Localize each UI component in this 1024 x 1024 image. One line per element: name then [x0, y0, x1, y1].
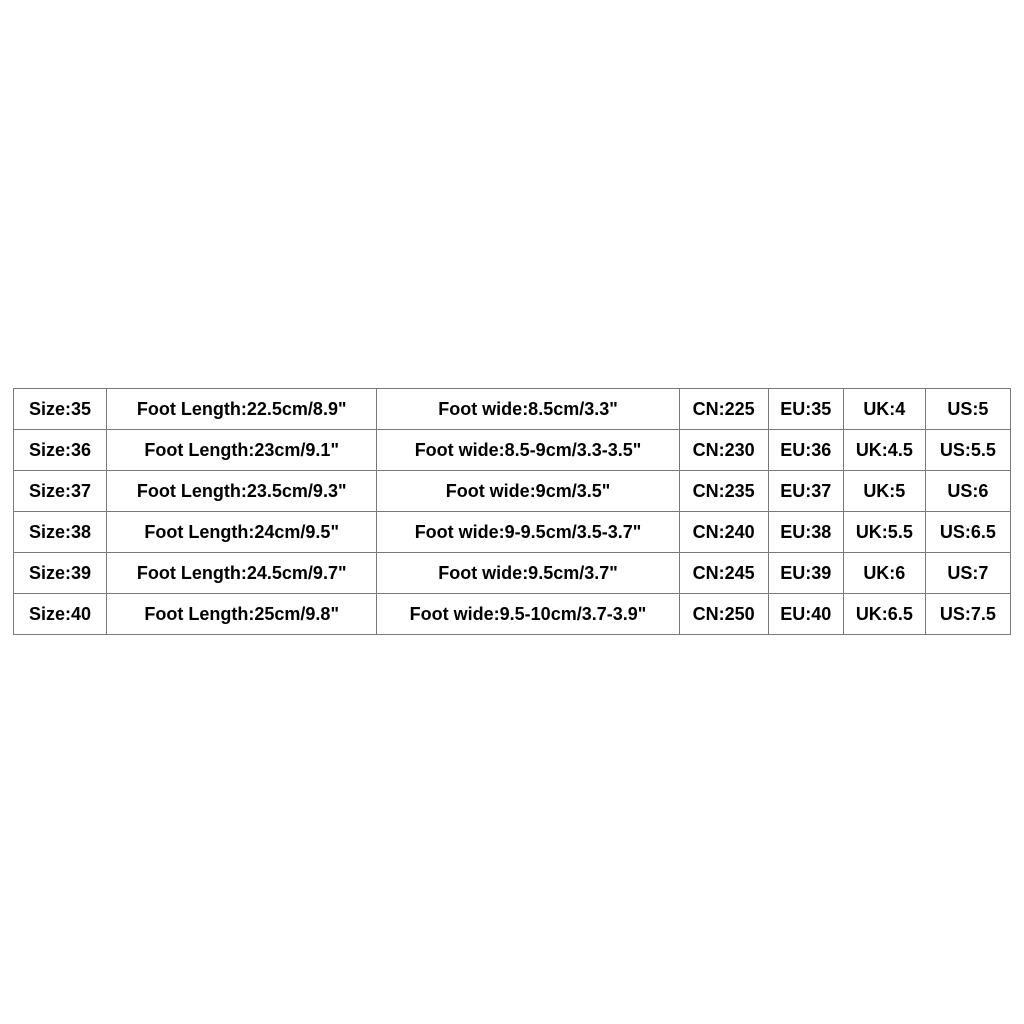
uk-size-cell: UK:5.5 — [843, 512, 925, 553]
cn-size-cell: CN:245 — [679, 553, 768, 594]
foot-length-cell: Foot Length:24cm/9.5" — [107, 512, 377, 553]
table-row — [14, 512, 1011, 553]
eu-size-cell: EU:37 — [768, 471, 843, 512]
us-size-cell: US:7.5 — [925, 594, 1010, 635]
size-cell: Size:35 — [14, 389, 107, 430]
uk-size-cell: UK:4.5 — [843, 430, 925, 471]
foot-length-cell: Foot Length:24.5cm/9.7" — [107, 553, 377, 594]
us-size-cell: US:5.5 — [925, 430, 1010, 471]
foot-length-cell: Foot Length:22.5cm/8.9" — [107, 389, 377, 430]
uk-size-cell: UK:4 — [843, 389, 925, 430]
eu-size-cell: EU:38 — [768, 512, 843, 553]
cn-size-cell: CN:230 — [679, 430, 768, 471]
size-cell: Size:39 — [14, 553, 107, 594]
cn-size-cell: CN:225 — [679, 389, 768, 430]
table-row — [14, 594, 1011, 635]
foot-wide-cell: Foot wide:9.5-10cm/3.7-3.9" — [377, 594, 679, 635]
eu-size-cell: EU:40 — [768, 594, 843, 635]
table-row — [14, 430, 1011, 471]
cn-size-cell: CN:240 — [679, 512, 768, 553]
table-row — [14, 389, 1011, 430]
us-size-cell: US:6.5 — [925, 512, 1010, 553]
foot-wide-cell: Foot wide:9cm/3.5" — [377, 471, 679, 512]
foot-length-cell: Foot Length:23cm/9.1" — [107, 430, 377, 471]
uk-size-cell: UK:6.5 — [843, 594, 925, 635]
uk-size-cell: UK:6 — [843, 553, 925, 594]
size-chart-table — [13, 388, 1011, 635]
eu-size-cell: EU:35 — [768, 389, 843, 430]
size-cell: Size:38 — [14, 512, 107, 553]
us-size-cell: US:5 — [925, 389, 1010, 430]
foot-length-cell: Foot Length:25cm/9.8" — [107, 594, 377, 635]
foot-wide-cell: Foot wide:8.5cm/3.3" — [377, 389, 679, 430]
eu-size-cell: EU:39 — [768, 553, 843, 594]
us-size-cell: US:6 — [925, 471, 1010, 512]
size-cell: Size:36 — [14, 430, 107, 471]
foot-wide-cell: Foot wide:9.5cm/3.7" — [377, 553, 679, 594]
foot-wide-cell: Foot wide:9-9.5cm/3.5-3.7" — [377, 512, 679, 553]
foot-wide-cell: Foot wide:8.5-9cm/3.3-3.5" — [377, 430, 679, 471]
size-cell: Size:40 — [14, 594, 107, 635]
foot-length-cell: Foot Length:23.5cm/9.3" — [107, 471, 377, 512]
cn-size-cell: CN:235 — [679, 471, 768, 512]
us-size-cell: US:7 — [925, 553, 1010, 594]
table-row — [14, 553, 1011, 594]
table-row — [14, 471, 1011, 512]
uk-size-cell: UK:5 — [843, 471, 925, 512]
cn-size-cell: CN:250 — [679, 594, 768, 635]
eu-size-cell: EU:36 — [768, 430, 843, 471]
size-cell: Size:37 — [14, 471, 107, 512]
